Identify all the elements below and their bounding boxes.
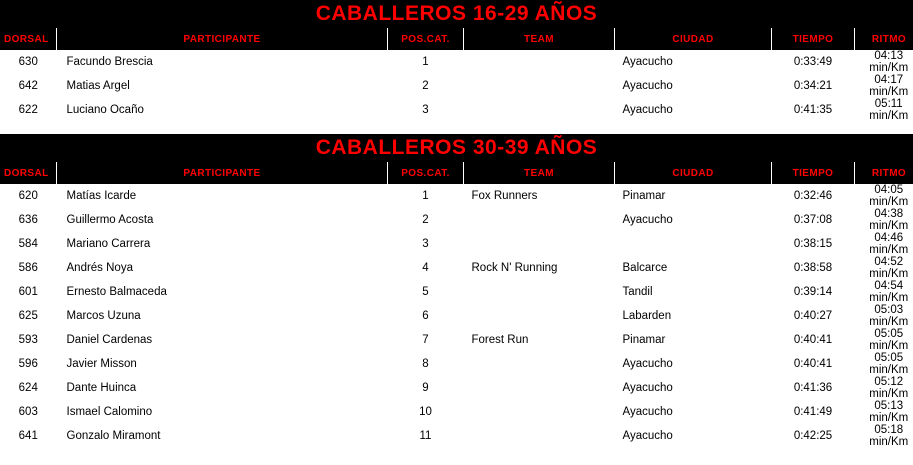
cell-ciudad: Pinamar (615, 184, 772, 208)
cell-team: Forest Run (464, 328, 615, 352)
cell-pos-cat: 11 (388, 424, 464, 448)
table-header-row (0, 162, 913, 184)
column-header-tiempo[interactable]: TIEMPO (772, 28, 855, 50)
cell-ritmo: 04:13 min/Km (855, 50, 913, 74)
cell-ritmo: 04:05 min/Km (855, 184, 913, 208)
cell-ritmo: 05:12 min/Km (855, 376, 913, 400)
cell-ritmo: 04:46 min/Km (855, 232, 913, 256)
cell-ritmo: 05:18 min/Km (855, 424, 913, 448)
section-title-caballeros-30-39: CABALLEROS 30-39 AÑOS (0, 134, 913, 162)
table-header-row (0, 28, 913, 50)
column-header-participante[interactable]: PARTICIPANTE (57, 28, 388, 50)
cell-pos-cat: 3 (388, 232, 464, 256)
column-header-ciudad[interactable]: CIUDAD (615, 162, 772, 184)
cell-dorsal: 586 (0, 256, 57, 280)
column-header-team[interactable]: TEAM (464, 162, 615, 184)
column-header-pos-cat[interactable]: POS.CAT. (388, 162, 464, 184)
cell-tiempo: 0:42:25 (772, 424, 855, 448)
table-body (0, 184, 913, 448)
cell-tiempo: 0:40:41 (772, 352, 855, 376)
cell-tiempo: 0:41:36 (772, 376, 855, 400)
cell-dorsal: 596 (0, 352, 57, 376)
cell-dorsal: 593 (0, 328, 57, 352)
cell-dorsal: 601 (0, 280, 57, 304)
cell-dorsal: 624 (0, 376, 57, 400)
table-row (0, 74, 913, 98)
cell-dorsal: 641 (0, 424, 57, 448)
cell-pos-cat: 5 (388, 280, 464, 304)
cell-team (464, 50, 615, 74)
table-row (0, 50, 913, 74)
cell-pos-cat: 1 (388, 184, 464, 208)
cell-ciudad: Ayacucho (615, 376, 772, 400)
cell-participante: Guillermo Acosta (57, 208, 388, 232)
table-body (0, 50, 913, 122)
table-row (0, 280, 913, 304)
cell-pos-cat: 1 (388, 50, 464, 74)
cell-participante: Matias Argel (57, 74, 388, 98)
cell-team (464, 304, 615, 328)
cell-tiempo: 0:32:46 (772, 184, 855, 208)
results-table-caballeros-16-29 (0, 28, 913, 122)
cell-tiempo: 0:33:49 (772, 50, 855, 74)
cell-dorsal: 620 (0, 184, 57, 208)
results-table-caballeros-30-39 (0, 162, 913, 448)
column-header-pos-cat[interactable]: POS.CAT. (388, 28, 464, 50)
cell-ritmo: 05:05 min/Km (855, 328, 913, 352)
column-header-dorsal[interactable]: DORSAL (0, 28, 57, 50)
cell-ciudad: Ayacucho (615, 74, 772, 98)
table-row (0, 328, 913, 352)
cell-ciudad: Balcarce (615, 256, 772, 280)
cell-pos-cat: 3 (388, 98, 464, 122)
cell-ritmo: 05:11 min/Km (855, 98, 913, 122)
cell-tiempo: 0:39:14 (772, 280, 855, 304)
column-header-tiempo[interactable]: TIEMPO (772, 162, 855, 184)
cell-ritmo: 04:52 min/Km (855, 256, 913, 280)
table-row (0, 424, 913, 448)
cell-team: Rock N' Running (464, 256, 615, 280)
cell-pos-cat: 4 (388, 256, 464, 280)
cell-pos-cat: 7 (388, 328, 464, 352)
cell-participante: Gonzalo Miramont (57, 424, 388, 448)
cell-participante: Ernesto Balmaceda (57, 280, 388, 304)
cell-participante: Luciano Ocaño (57, 98, 388, 122)
column-header-ciudad[interactable]: CIUDAD (615, 28, 772, 50)
table-row (0, 352, 913, 376)
cell-tiempo: 0:40:41 (772, 328, 855, 352)
cell-team (464, 424, 615, 448)
cell-tiempo: 0:41:49 (772, 400, 855, 424)
table-row (0, 400, 913, 424)
cell-ciudad (615, 232, 772, 256)
cell-tiempo: 0:40:27 (772, 304, 855, 328)
cell-participante: Mariano Carrera (57, 232, 388, 256)
table-row (0, 376, 913, 400)
cell-team (464, 74, 615, 98)
cell-team: Fox Runners (464, 184, 615, 208)
table-row (0, 256, 913, 280)
cell-ritmo: 05:03 min/Km (855, 304, 913, 328)
cell-dorsal: 622 (0, 98, 57, 122)
cell-tiempo: 0:34:21 (772, 74, 855, 98)
cell-participante: Dante Huinca (57, 376, 388, 400)
cell-pos-cat: 9 (388, 376, 464, 400)
column-header-participante[interactable]: PARTICIPANTE (57, 162, 388, 184)
cell-dorsal: 625 (0, 304, 57, 328)
cell-pos-cat: 2 (388, 74, 464, 98)
table-row (0, 98, 913, 122)
cell-team (464, 208, 615, 232)
cell-participante: Daniel Cardenas (57, 328, 388, 352)
cell-team (464, 232, 615, 256)
cell-ritmo: 04:54 min/Km (855, 280, 913, 304)
cell-team (464, 352, 615, 376)
cell-pos-cat: 8 (388, 352, 464, 376)
column-header-dorsal[interactable]: DORSAL (0, 162, 57, 184)
cell-ciudad: Tandil (615, 280, 772, 304)
cell-ciudad: Ayacucho (615, 50, 772, 74)
cell-ciudad: Ayacucho (615, 352, 772, 376)
cell-tiempo: 0:37:08 (772, 208, 855, 232)
cell-tiempo: 0:41:35 (772, 98, 855, 122)
cell-ritmo: 05:05 min/Km (855, 352, 913, 376)
cell-participante: Facundo Brescia (57, 50, 388, 74)
cell-participante: Marcos Uzuna (57, 304, 388, 328)
cell-ciudad: Ayacucho (615, 98, 772, 122)
cell-participante: Andrés Noya (57, 256, 388, 280)
cell-dorsal: 584 (0, 232, 57, 256)
cell-ciudad: Ayacucho (615, 208, 772, 232)
cell-pos-cat: 2 (388, 208, 464, 232)
cell-dorsal: 636 (0, 208, 57, 232)
cell-participante: Ismael Calomino (57, 400, 388, 424)
column-header-ritmo[interactable]: RITMO (855, 162, 913, 184)
section-spacer (0, 122, 913, 134)
cell-ciudad: Labarden (615, 304, 772, 328)
cell-participante: Matías Icarde (57, 184, 388, 208)
cell-team (464, 376, 615, 400)
cell-ritmo: 04:17 min/Km (855, 74, 913, 98)
cell-ciudad: Ayacucho (615, 400, 772, 424)
cell-tiempo: 0:38:15 (772, 232, 855, 256)
table-row (0, 184, 913, 208)
cell-team (464, 280, 615, 304)
cell-dorsal: 603 (0, 400, 57, 424)
cell-ciudad: Ayacucho (615, 424, 772, 448)
cell-dorsal: 630 (0, 50, 57, 74)
table-row (0, 208, 913, 232)
cell-pos-cat: 6 (388, 304, 464, 328)
cell-tiempo: 0:38:58 (772, 256, 855, 280)
cell-participante: Javier Misson (57, 352, 388, 376)
cell-ciudad: Pinamar (615, 328, 772, 352)
cell-dorsal: 642 (0, 74, 57, 98)
table-row (0, 232, 913, 256)
cell-team (464, 98, 615, 122)
cell-pos-cat: 10 (388, 400, 464, 424)
cell-team (464, 400, 615, 424)
column-header-ritmo[interactable]: RITMO (855, 28, 913, 50)
column-header-team[interactable]: TEAM (464, 28, 615, 50)
cell-ritmo: 04:38 min/Km (855, 208, 913, 232)
section-title-caballeros-16-29: CABALLEROS 16-29 AÑOS (0, 0, 913, 28)
cell-ritmo: 05:13 min/Km (855, 400, 913, 424)
table-row (0, 304, 913, 328)
